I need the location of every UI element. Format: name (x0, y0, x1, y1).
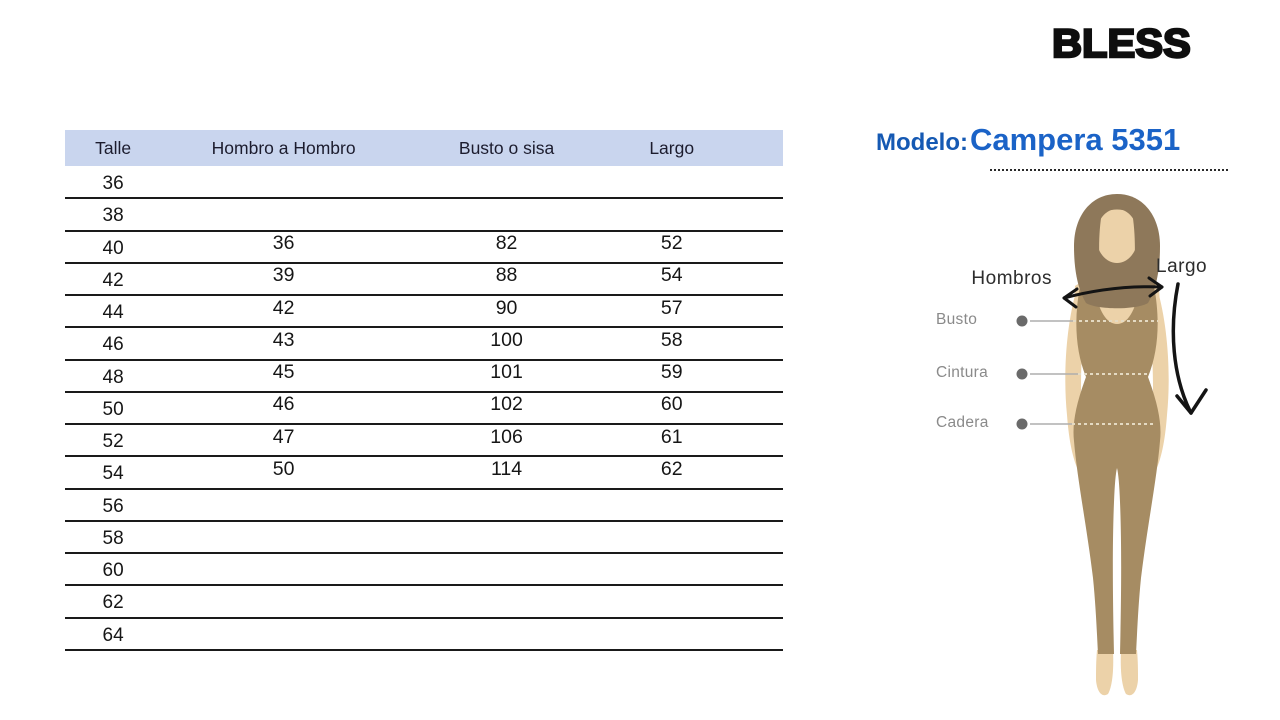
value-cell: 54 (607, 263, 736, 295)
value-cell: 42 (161, 295, 406, 327)
value-cell: 50 (161, 456, 406, 488)
value-cell: 52 (607, 231, 736, 263)
value-cell (736, 521, 783, 553)
talle-cell: 64 (65, 618, 161, 650)
value-cell (406, 489, 607, 521)
value-cell (736, 392, 783, 424)
value-cell (161, 166, 406, 198)
value-cell (736, 489, 783, 521)
size-row (65, 295, 783, 327)
value-cell: 60 (607, 392, 736, 424)
measurement-figure (860, 180, 1280, 720)
value-cell (406, 166, 607, 198)
size-row (65, 198, 783, 230)
value-cell: 100 (406, 327, 607, 359)
header-row (65, 130, 783, 166)
value-cell: 106 (406, 424, 607, 456)
value-cell (736, 198, 783, 230)
hombros-label: Hombros (971, 268, 1052, 289)
size-table (65, 130, 783, 651)
value-cell: 61 (607, 424, 736, 456)
value-cell: 58 (607, 327, 736, 359)
value-cell (736, 456, 783, 488)
value-cell: 62 (607, 456, 736, 488)
size-table-header (65, 130, 783, 166)
column-header-talle: Talle (65, 130, 161, 166)
size-row (65, 585, 783, 617)
value-cell (406, 521, 607, 553)
woman-silhouette (1065, 194, 1168, 695)
value-cell (736, 327, 783, 359)
size-row (65, 521, 783, 553)
talle-cell: 62 (65, 585, 161, 617)
value-cell (161, 489, 406, 521)
talle-cell: 38 (65, 198, 161, 230)
talle-cell: 40 (65, 231, 161, 263)
talle-cell: 48 (65, 360, 161, 392)
size-row (65, 360, 783, 392)
talle-cell: 54 (65, 456, 161, 488)
value-cell (736, 231, 783, 263)
value-cell: 82 (406, 231, 607, 263)
value-cell (161, 198, 406, 230)
value-cell (736, 263, 783, 295)
busto-label: Busto (936, 311, 978, 328)
talle-cell: 60 (65, 553, 161, 585)
size-row (65, 456, 783, 488)
talle-cell: 50 (65, 392, 161, 424)
value-cell (736, 166, 783, 198)
value-cell (607, 198, 736, 230)
size-row (65, 231, 783, 263)
largo-label: Largo (1156, 256, 1208, 277)
value-cell (607, 585, 736, 617)
column-header-largo: Largo (607, 130, 736, 166)
value-cell (161, 618, 406, 650)
model-name: Campera 5351 (969, 122, 1181, 157)
model-title (876, 122, 1180, 158)
value-cell: 43 (161, 327, 406, 359)
value-cell (607, 489, 736, 521)
value-cell (736, 553, 783, 585)
cadera-label: Cadera (936, 414, 989, 431)
size-row (65, 327, 783, 359)
value-cell (736, 585, 783, 617)
value-cell (406, 585, 607, 617)
size-row (65, 618, 783, 650)
talle-cell: 44 (65, 295, 161, 327)
value-cell: 90 (406, 295, 607, 327)
value-cell (161, 553, 406, 585)
value-cell: 45 (161, 360, 406, 392)
talle-cell: 52 (65, 424, 161, 456)
value-cell (406, 553, 607, 585)
model-label: Modelo: (876, 129, 968, 156)
value-cell (161, 521, 406, 553)
size-row (65, 489, 783, 521)
value-cell (406, 618, 607, 650)
value-cell (406, 198, 607, 230)
model-underline (990, 169, 1228, 171)
size-row (65, 424, 783, 456)
size-row (65, 263, 783, 295)
value-cell (736, 360, 783, 392)
talle-cell: 58 (65, 521, 161, 553)
value-cell (161, 585, 406, 617)
size-table-container (65, 130, 783, 651)
value-cell: 101 (406, 360, 607, 392)
value-cell: 36 (161, 231, 406, 263)
value-cell (607, 553, 736, 585)
value-cell (736, 295, 783, 327)
cintura-label: Cintura (936, 364, 989, 381)
brand-logo: BLESS (1052, 22, 1191, 66)
value-cell (607, 521, 736, 553)
talle-cell: 56 (65, 489, 161, 521)
value-cell: 46 (161, 392, 406, 424)
largo-arrow (1173, 284, 1206, 413)
talle-cell: 46 (65, 327, 161, 359)
column-header-spacer (736, 130, 783, 166)
value-cell: 47 (161, 424, 406, 456)
size-row (65, 392, 783, 424)
value-cell: 59 (607, 360, 736, 392)
column-header-busto: Busto o sisa (406, 130, 607, 166)
size-table-body (65, 166, 783, 650)
value-cell: 39 (161, 263, 406, 295)
value-cell: 57 (607, 295, 736, 327)
value-cell: 102 (406, 392, 607, 424)
talle-cell: 36 (65, 166, 161, 198)
size-row (65, 166, 783, 198)
size-row (65, 553, 783, 585)
column-header-hombro: Hombro a Hombro (161, 130, 406, 166)
talle-cell: 42 (65, 263, 161, 295)
value-cell: 88 (406, 263, 607, 295)
value-cell (607, 166, 736, 198)
value-cell (736, 618, 783, 650)
value-cell: 114 (406, 456, 607, 488)
value-cell (607, 618, 736, 650)
value-cell (736, 424, 783, 456)
